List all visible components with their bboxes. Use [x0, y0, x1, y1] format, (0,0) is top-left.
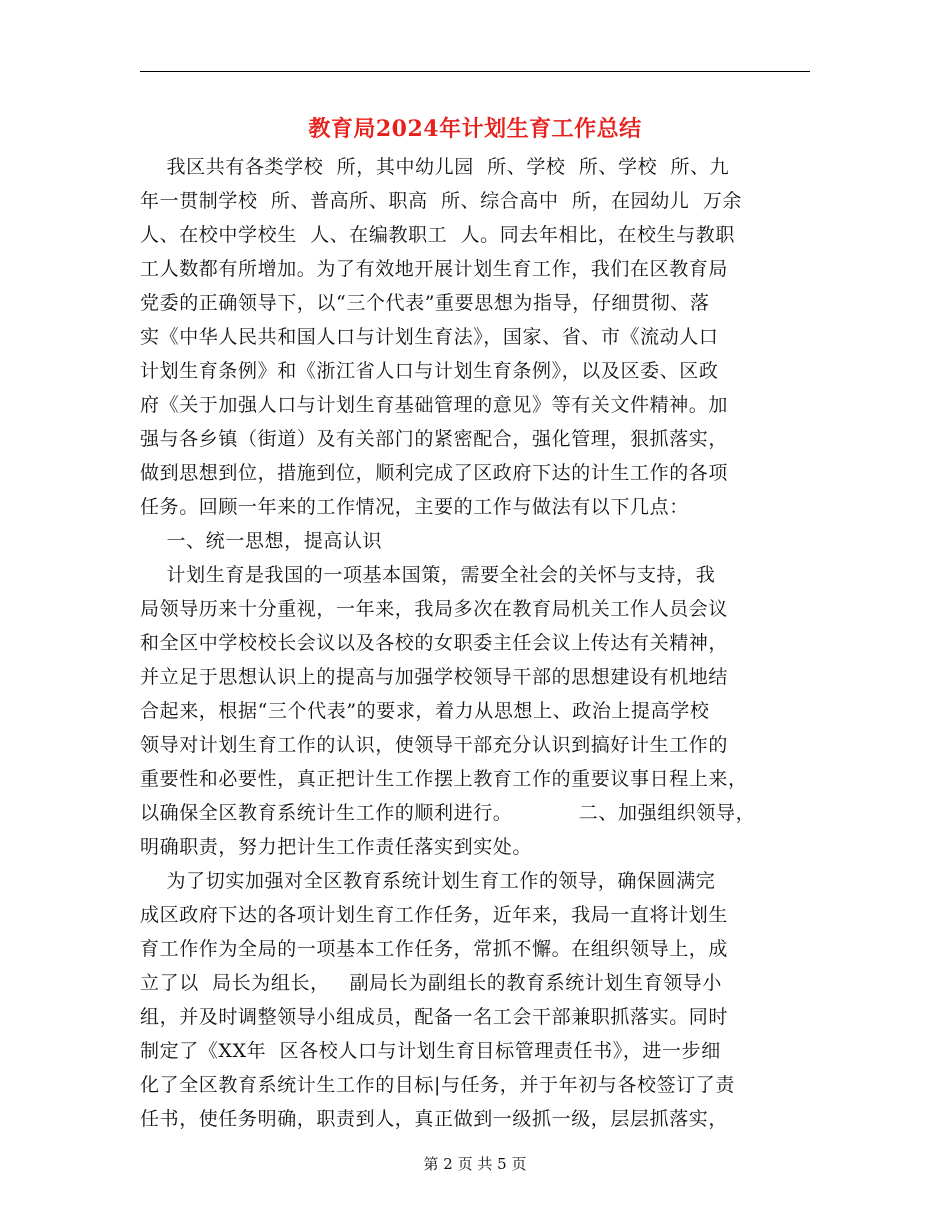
body-line: 组，并及时调整领导小组成员，配备一名工会干部兼职抓落实。同时 — [140, 1006, 729, 1028]
body-line: 以确保全区教育系统计生工作的顺利进行。 二、加强组织领导， — [140, 802, 756, 824]
body-line: 实《中华人民共和国人口与计划生育法》，国家、省、市《流动人口 — [140, 326, 719, 348]
body-line: 计划生育是我国的一项基本国策，需要全社会的关怀与支持，我 — [140, 564, 716, 586]
body-line: 化了全区教育系统计生工作的目标|与任务，并于年初与各校签订了责 — [140, 1074, 736, 1096]
body-line: 工人数都有所增加。为了有效地开展计划生育工作，我们在区教育局 — [140, 258, 729, 280]
body-line: 为了切实加强对全区教育系统计划生育工作的领导，确保圆满完 — [140, 870, 716, 892]
body-line: 计划生育条例》和《浙江省人口与计划生育条例》，以及区委、区政 — [140, 360, 719, 382]
header-rule — [140, 71, 810, 72]
section-heading: 一、统一思想，提高认识 — [140, 530, 383, 552]
body-line: 成区政府下达的各项计划生育工作任务，近年来，我局一直将计划生 — [140, 904, 729, 926]
body-line: 我区共有各类学校 所，其中幼儿园 所、学校 所、学校 所、九 — [140, 156, 730, 178]
body-line: 明确职责，努力把计生工作责任落实到实处。 — [140, 836, 533, 858]
body-line: 和全区中学校校长会议以及各校的女职委主任会议上传达有关精神， — [140, 632, 729, 654]
body-line: 制定了《XX年 区各校人口与计划生育目标管理责任书》，进一步细 — [140, 1040, 721, 1062]
body-line: 强与各乡镇（街道）及有关部门的紧密配合，强化管理，狠抓落实， — [140, 428, 729, 450]
body-line: 育工作作为全局的一项基本工作任务，常抓不懈。在组织领导上，成 — [140, 938, 729, 960]
body-line: 立了以 局长为组长， 副局长为副组长的教育系统计划生育领导小 — [140, 972, 722, 994]
body-line: 府《关于加强人口与计划生育基础管理的意见》等有关文件精神。加 — [140, 394, 729, 416]
body-line: 重要性和必要性，真正把计生工作摆上教育工作的重要议事日程上来， — [140, 768, 748, 790]
body-line: 局领导历来十分重视，一年来，我局多次在教育局机关工作人员会议 — [140, 598, 729, 620]
document-title: 教育局2024年计划生育工作总结 — [308, 116, 642, 142]
body-line: 领导对计划生育工作的认识，使领导干部充分认识到搞好计生工作的 — [140, 734, 729, 756]
body-line: 任务。回顾一年来的工作情况，主要的工作与做法有以下几点： — [140, 496, 689, 518]
body-line: 年一贯制学校 所、普高所、职高 所、综合高中 所，在园幼儿 万余 — [140, 190, 742, 212]
body-line: 任书，使任务明确，职责到人，真正做到一级抓一级，层层抓落实， — [140, 1108, 729, 1130]
body-line: 做到思想到位，措施到位，顺利完成了区政府下达的计生工作的各项 — [140, 462, 729, 484]
body-line: 并立足于思想认识上的提高与加强学校领导干部的思想建设有机地结 — [140, 666, 729, 688]
document-body — [140, 150, 820, 1136]
page-footer: 第 2 页 共 5 页 — [423, 1155, 527, 1173]
body-line: 人、在校中学校生 人、在编教职工 人。同去年相比，在校生与教职 — [140, 224, 735, 246]
body-line: 合起来，根据“三个代表”的要求，着力从思想上、政治上提高学校 — [140, 700, 710, 722]
body-line: 党委的正确领导下，以“三个代表”重要思想为指导，仔细贯彻、落 — [140, 292, 710, 314]
